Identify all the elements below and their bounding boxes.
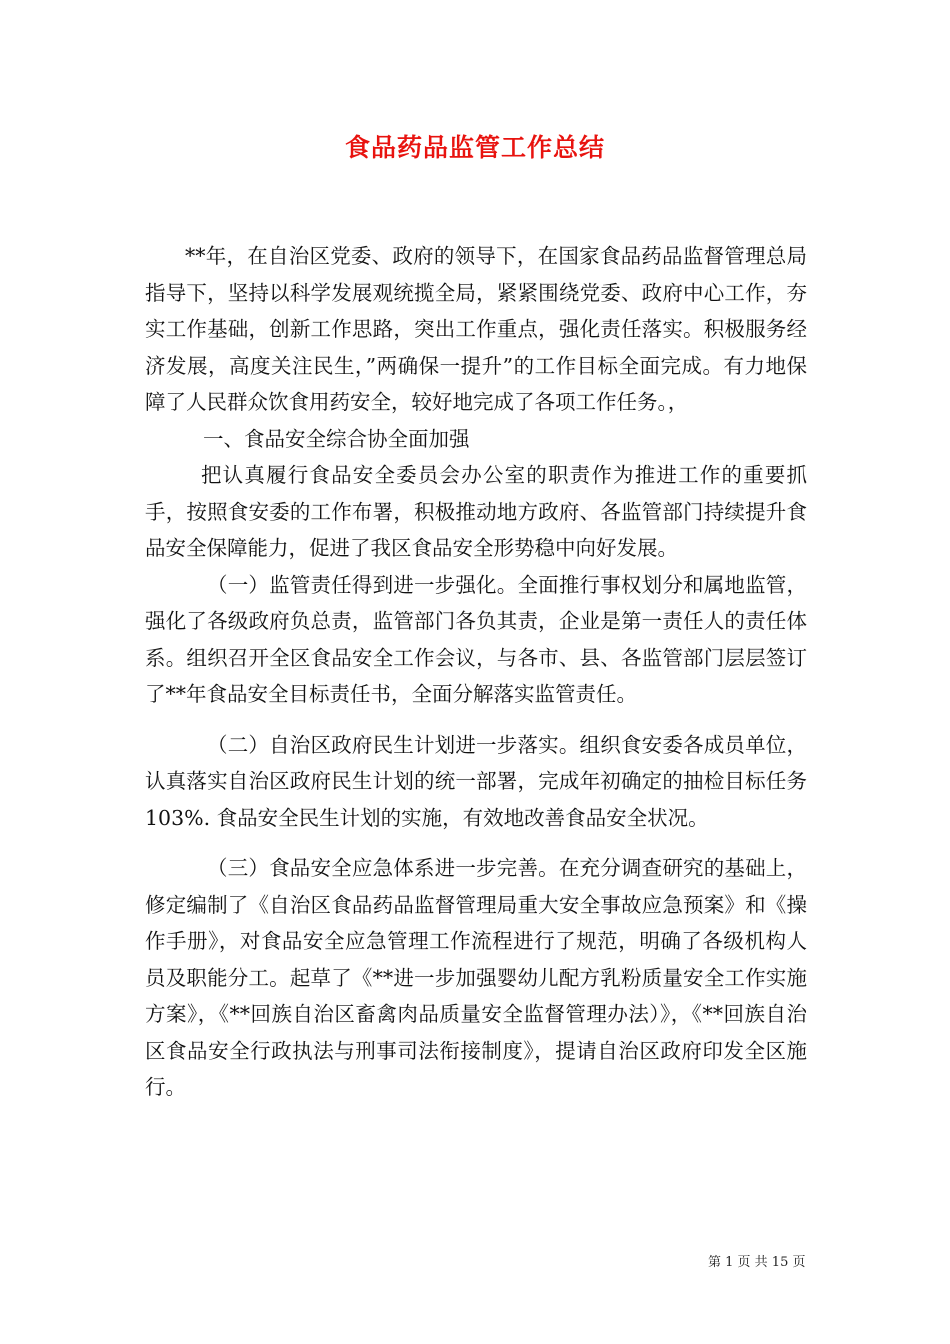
document-body xyxy=(145,238,807,1106)
paragraph-section-lead: 把认真履行食品安全委员会办公室的职责作为推进工作的重要抓手，按照食安委的工作布署，积极推动地方政府、各监管部门持续提升食品安全保障能力，促进了我区食品安全形势稳中向好发展。 xyxy=(145,463,807,560)
paragraph-intro: **年，在自治区党委、政府的领导下，在国家食品药品监督管理总局指导下，坚持以科学发展观统揽全局，紧紧围绕党委、政府中心工作，夯实工作基础，创新工作思路，突出工作重点，强化责任落实。积极服务经济发展，高度关注民生，”两确保一提升”的工作目标全面完成。有力地保障了人民群众饮食用药安全，较好地完成了各项工作任务。， xyxy=(145,244,807,414)
paragraph-item-1: （一）监管责任得到进一步强化。全面推行事权划分和属地监管，强化了各级政府负总责，监管部门各负其责，企业是第一责任人的责任体系。组织召开全区食品安全工作会议，与各市、县、各监管部门层层签订了**年食品安全目标责任书，全面分解落实监管责任。 xyxy=(145,572,807,706)
section-heading: 一、食品安全综合协全面加强 xyxy=(203,426,470,451)
page-number: 第 1 页 共 15 页 xyxy=(708,1255,806,1270)
paragraph-item-3: （三）食品安全应急体系进一步完善。在充分调查研究的基础上，修定编制了《自治区食品药品监督管理局重大安全事故应急预案》和《操作手册》，对食品安全应急管理工作流程进行了规范，明确了各级机构人员及职能分工。起草了《**进一步加强婴幼儿配方乳粉质量安全工作实施方案》，《**回族自治区畜禽肉品质量安全监督管理办法）》，《**回族自治区食品安全行政执法与刑事司法衔接制度》，提请自治区政府印发全区施行。 xyxy=(145,856,807,1099)
paragraph-item-2: （二）自治区政府民生计划进一步落实。组织食安委各成员单位，认真落实自治区政府民生计划的统一部署，完成年初确定的抽检目标任务 103%. 食品安全民生计划的实施，有效地改善食品安全状况。 xyxy=(145,732,807,830)
document-title: 食品药品监管工作总结 xyxy=(344,133,605,162)
